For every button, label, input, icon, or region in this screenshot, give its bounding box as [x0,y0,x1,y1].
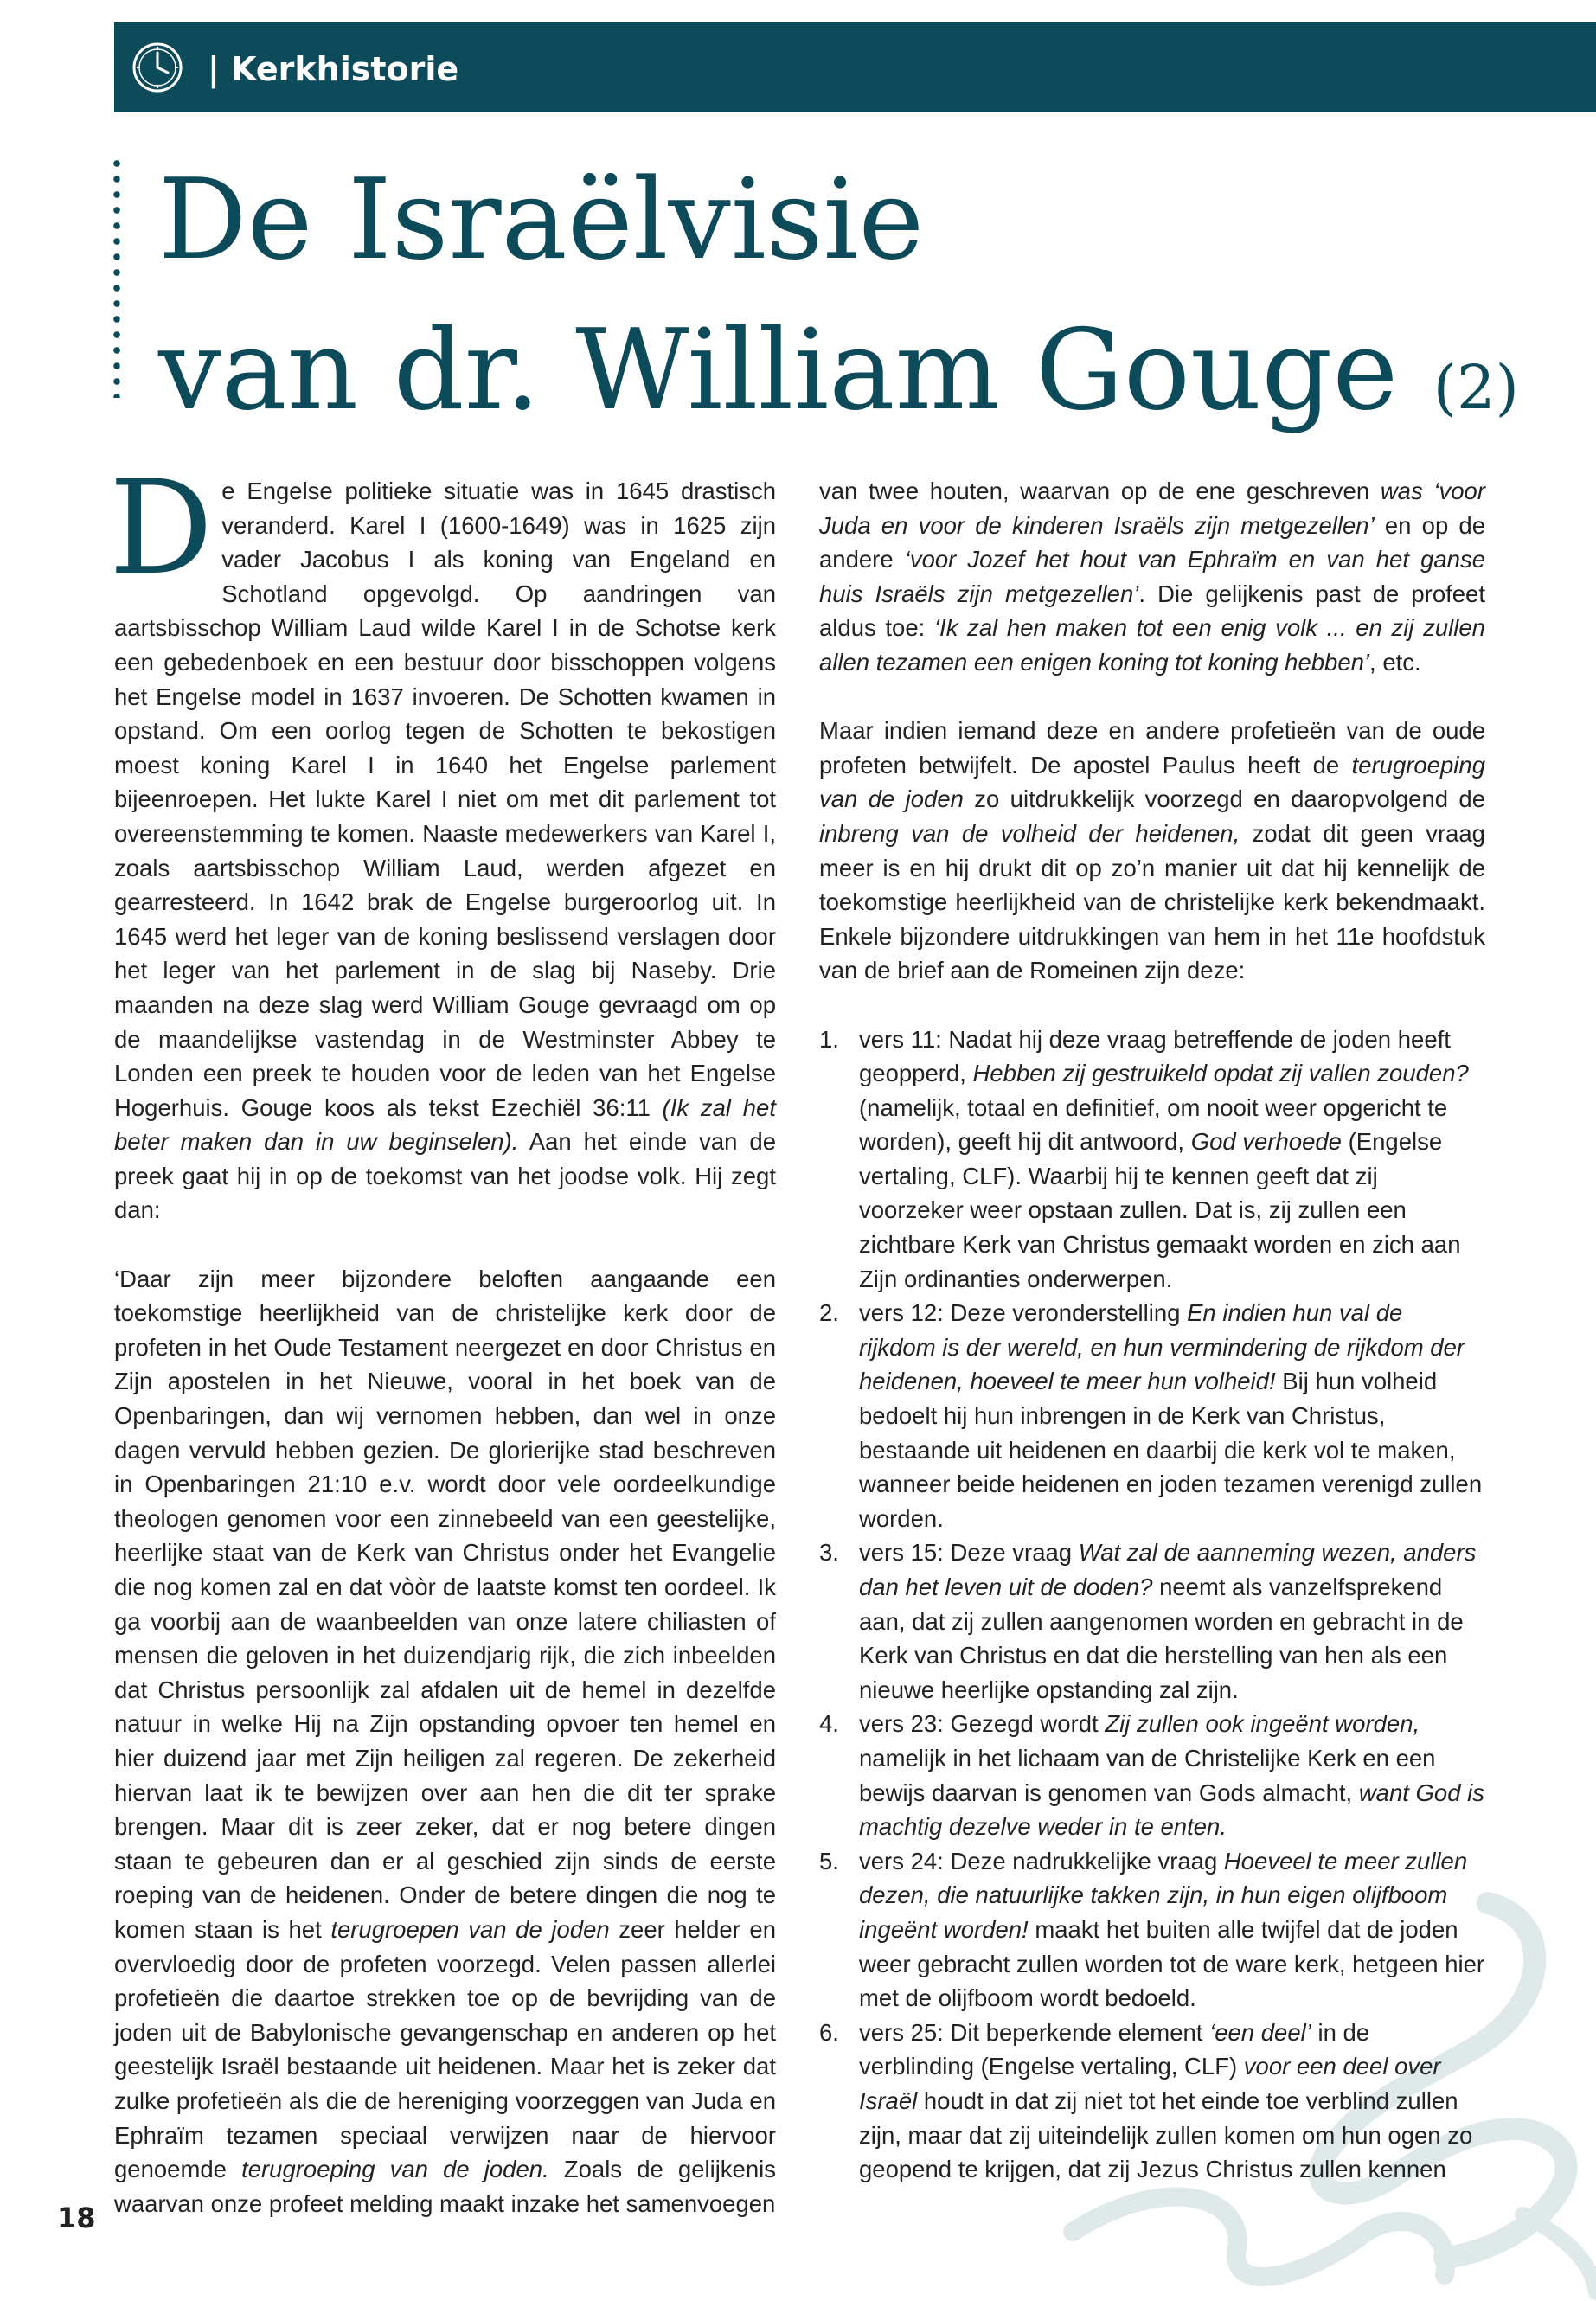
drop-cap: D [109,453,214,604]
text-italic: Hebben zij gestruikeld opdat zij vallen zouden? [972,1060,1469,1087]
text-italic: Hoeveel te meer zullen dezen, die natuurlijke takken zijn, in hun eigen olijfboom ingeënt worden! [859,1847,1468,1943]
text-italic: God verhoede [1190,1128,1342,1156]
text: vers 24: Deze nadrukkelijke vraag [859,1847,1224,1875]
numbered-list [819,1022,1485,2187]
text: (namelijk, totaal en definitief, om nooit weer opgericht te worden), geeft hij dit antwoord, [859,1093,1448,1156]
text-italic: ‘een deel’ [1209,2018,1311,2046]
text-italic: (Ik zal het beter maken dan in uw beginselen). [114,1093,776,1156]
dotted-rule [113,156,120,398]
text: namelijk in het lichaam van de Christelijke Kerk en een bewijs daarvan is genomen van Gods almacht, [859,1744,1436,1806]
paragraph [819,474,1485,680]
text: ‘Daar zijn meer bijzondere beloften aangaande een toekomstige heerlijkheid van de christelijke kerk door de profeten in het Oude Testament neergezet en door Christus en Zijn apostelen in het Nieuwe, vooral in het boek van de Openbaringen, dan wij vernomen hebben, dan wel in onze dagen vervuld hebben gezien. De glorierijke stad beschreven in Openbaringen 21:10 e.v. wordt door vele oordeelkundige theologen genomen voor een zinnebeeld van een geestelijke, heerlijke staat van de Kerk van Christus onder het Evangelie die nog komen zal en dat vòòr de laatste komst ten oordeel. Ik ga voorbij aan de waanbeelden van onze latere chiliasten of mensen die geloven in het duizendjarig rijk, die zich inbeelden dat Christus persoonlijk zal afdalen uit de hemel in dezelfde natuur in welke Hij na Zijn opstanding opvoer ten hemel en hier duizend jaar met Zijn heiligen zal regeren. De zekerheid hiervan laat ik te bewijzen over aan hen die dit ter sprake brengen. Maar dit is zeer zeker, dat er nog betere dingen staan te gebeuren dan er al geschied zijn sinds de eerste roeping van de heidenen. Onder de betere dingen die nog te komen staan is het [114,1265,776,1943]
paragraph [114,1262,776,2221]
list-number: 2. [819,1299,839,1327]
text: en op de andere [819,511,1486,574]
list-number: 1. [819,1025,839,1053]
paragraph [109,453,776,1227]
text: e Engelse politieke situatie was in 1645 drastisch veranderd. Karel I (1600-1649) was in 1625 zijn vader Jacobus I als koning van Engeland en Schotland opgevolgd. Op aandringen van aartsbisschop William Laud wilde Karel I in de Schotse kerk een gebedenboek en een bestuur door bisschoppen volgens het Engelse model in 1637 invoeren. De Schotten kwamen in opstand. Om een oorlog tegen de Schotten te bekostigen moest koning Karel I in 1640 het Engelse parlement bijeenroepen. Het lukte Karel I niet om met dit parlement tot overeenstemming te komen. Naaste medewerkers van Karel I, zoals aartsbisschop William Laud, werden afgezet en gearresteerd. In 1642 brak de Engelse burgeroorlog uit. In 1645 werd het leger van de koning beslissend verslagen door het leger van het parlement in de slag bij Naseby. Drie maanden na deze slag werd William Gouge gevraagd om op de maandelijkse vastendag in de Westminster Abbey te Londen een preek te houden voor de leden van het Engelse Hogerhuis. Gouge koos als tekst Ezechiël 36:11 [114,478,776,1121]
text-italic: inbreng van de volheid der heidenen, [819,819,1240,847]
text-italic: terugroeping van de joden [819,751,1485,813]
left-column [109,453,777,2255]
text-italic: terugroeping van de joden. [241,2156,549,2183]
text: vers 15: Deze vraag [859,1539,1079,1567]
text: zeer helder en overvloedig door de profeten voorzegd. Velen passen allerlei profetieën die daartoe strekken toe op de bevrijding van de joden uit de Babylonische gevangenschap en anderen op het geestelijk Israël bestaande uit heidenen. Maar het is zeker dat zulke profetieën als die de hereniging voorzeggen van Juda en Ephraïm tezamen speciaal verwijzen naar de hiervoor genoemde [114,1915,777,2183]
page-number: 18 [57,2202,96,2234]
text: in de verblinding (Engelse vertaling, CLF) [859,2018,1370,2080]
list-item [819,1535,1485,1707]
text: zodat dit geen vraag meer is en hij drukt dit op zo’n manier uit dat hij kennelijk de toekomstige heerlijkheid van de christelijke kerk bekendmaakt. Enkele bijzondere uitdrukkingen van hem in het 11e hoofdstuk van de brief aan de Romeinen zijn deze: [819,819,1485,984]
text-italic: Wat zal de aanneming wezen, anders dan het leven uit de doden? [859,1539,1477,1600]
text-italic: terugroepen van de joden [330,1915,610,1943]
text: vers 25: Dit beperkende element [859,2018,1210,2046]
text: van twee houten, waarvan op de ene geschreven [819,478,1381,504]
text-italic: voor een deel over Israël [859,2053,1441,2114]
title-line-1: De Israëlvisie [158,156,925,285]
text: vers 11: Nadat hij deze vraag betreffende de joden heeft geopperd, [859,1025,1451,1087]
text: houdt in dat zij niet tot het einde toe verblind zullen zijn, maar dat zij uiteindelijk zullen komen om hun ogen zo geopend te krijgen, dat zij Jezus Christus zullen kennen [859,2086,1473,2183]
list-number: 5. [819,1847,839,1875]
text-italic: ‘Ik zal hen maken tot een enig volk ... en zij zullen allen tezamen een enigen koning tot koning hebben’ [819,614,1485,676]
paragraph [819,714,1485,988]
list-item [819,2016,1485,2187]
text: Maar indien iemand deze en andere profetieën van de oude profeten betwijfelt. De apostel Paulus heeft de [819,717,1485,779]
text-italic: want God is machtig dezelve weder in te enten. [859,1779,1485,1841]
text: Aan het einde van de preek gaat hij in op de toekomst van het joodse volk. Hij zegt dan: [114,1128,776,1224]
text: vers 12: Deze veronderstelling [859,1299,1188,1327]
text: zo uitdrukkelijk voorzegd en daaropvolgend de [963,785,1485,813]
text: vers 23: Gezegd wordt [859,1710,1106,1738]
text: Zoals de gelijkenis waarvan onze profeet melding maakt inzake het samenvoegen [114,2156,777,2217]
text-italic: Zij zullen ook ingeënt worden, [1105,1710,1420,1738]
list-item [819,1844,1485,2016]
list-number: 6. [819,2018,839,2046]
page-title [158,145,1542,463]
list-item [819,1296,1485,1535]
text-italic: En indien hun val de rijkdom is der wereld, en hun vermindering de rijkdom der heidenen, hoeveel te meer hun volheid! [859,1299,1465,1395]
list-number: 3. [819,1539,839,1567]
text: (Engelse vertaling, CLF). Waarbij hij te kennen geeft dat zij voorzeker weer opstaan zullen. Dat is, zij zullen een zichtbare Kerk van Christus gemaakt worden en zich aan Zijn ordinanties onderwerpen. [859,1128,1461,1292]
section-label: | Kerkhistorie [208,50,459,88]
text: , etc. [1369,648,1421,676]
text: . Die gelijkenis past de profeet aldus toe: [819,580,1485,642]
text: Bij hun volheid bedoelt hij hun inbrengen in de Kerk van Christus, bestaande uit heidenen en daarbij die kerk vol te maken, wanneer beide heidenen en joden tezamen verenigd zullen worden. [859,1368,1483,1532]
right-column [819,474,1485,2187]
text-italic: ‘voor Jozef het hout van Ephraïm en van het ganse huis Israëls zijn metgezellen’ [819,546,1485,607]
list-item [819,1022,1485,1297]
text-italic: was ‘voor Juda en voor de kinderen Israëls zijn metgezellen’ [819,478,1486,539]
clock-icon [130,40,185,95]
title-part-number: (2) [1433,352,1519,423]
text: neemt als vanzelfsprekend aan, dat zij zullen aangenomen worden en gebracht in de Kerk van Christus en dat die herstelling van hen als een nieuwe heerlijke opstanding zal zijn. [859,1574,1464,1703]
list-number: 4. [819,1710,839,1738]
list-item [819,1707,1485,1843]
title-line-2: van dr. William Gouge [158,306,1399,435]
text: maakt het buiten alle twijfel dat de joden weer gebracht zullen worden tot de ware kerk, hetgeen hier met de olijfboom wordt bedoeld. [859,1915,1485,2012]
